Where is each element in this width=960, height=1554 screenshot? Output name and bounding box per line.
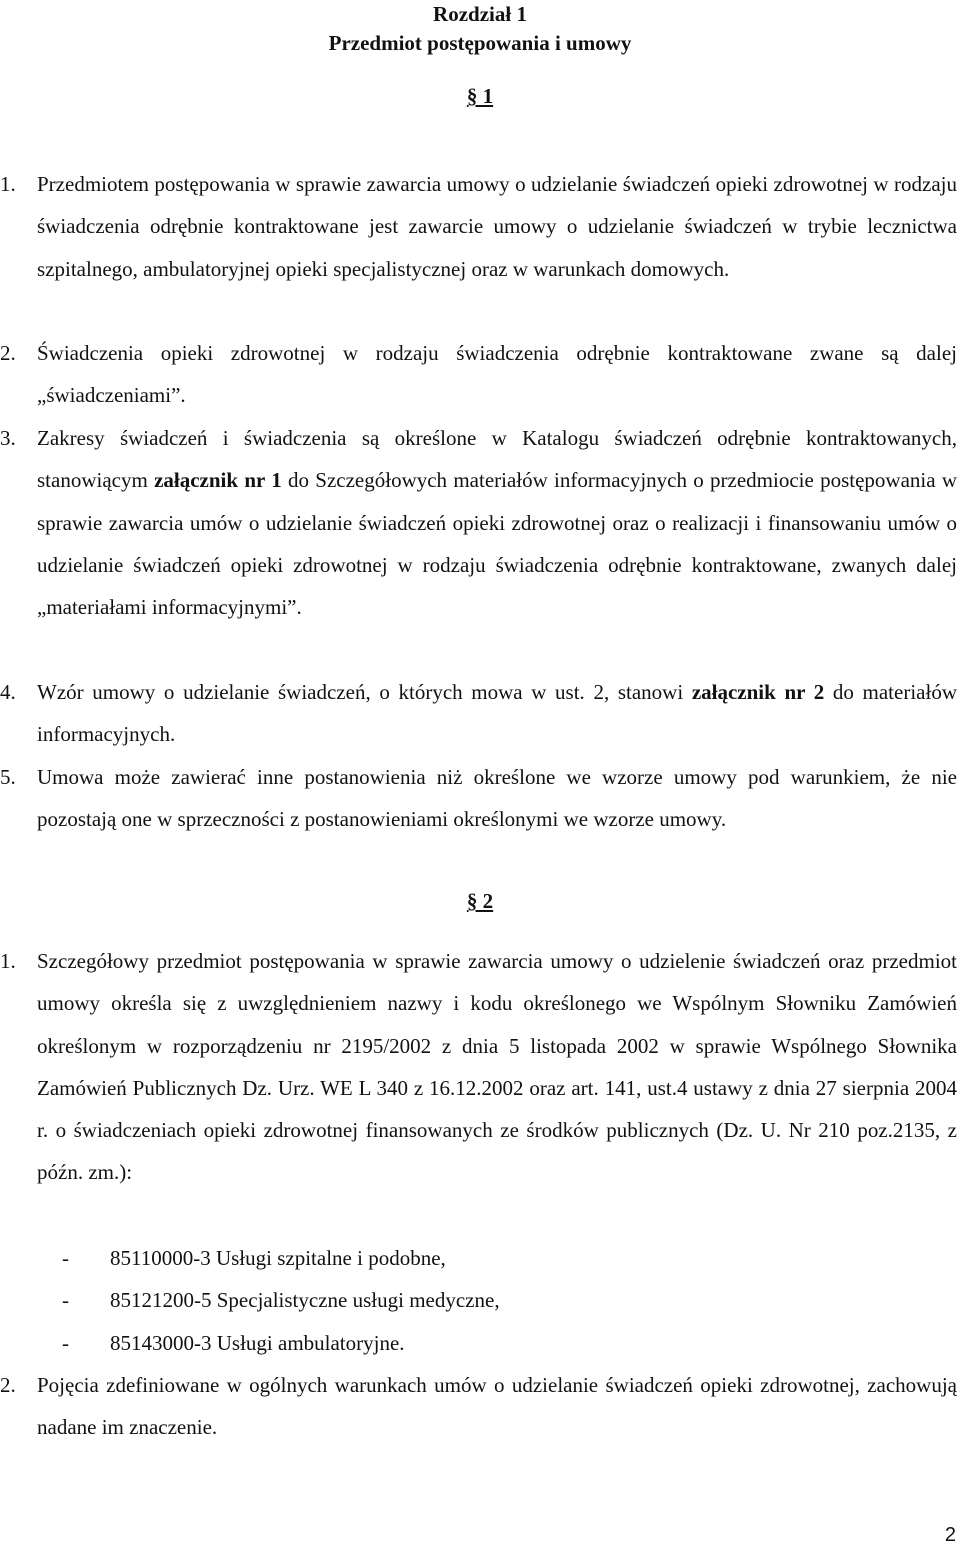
list-item [62,1279,500,1321]
paragraph-text: Umowa może zawierać inne postanowienia niż określone we wzorze umowy pod warunkiem, że nie pozostają one w sprzeczności z postanowieniami określonymi we wzorze umowy. [37,765,957,832]
paragraph-text: Pojęcia zdefiniowane w ogólnych warunkach umów o udzielanie świadczeń opieki zdrowotnej, zachowują nadane im znaczenie. [37,1373,957,1440]
chapter-heading [0,0,960,58]
list-item-text: 85121200-5 Specjalistyczne usługi medyczne, [110,1288,500,1313]
list-dash: - [62,1330,69,1355]
paragraph-text: Przedmiotem postępowania w sprawie zawarcia umowy o udzielanie świadczeń opieki zdrowotnej w rodzaju świadczenia odrębnie kontraktowane jest zawarcie umowy o udzielanie świadczeń w trybie lecznictwa szpitalnego, ambulatoryjnej opieki specjalistycznej oraz w warunkach domowych. [37,172,957,281]
list-item [62,1322,500,1364]
s1-paragraph-4 [0,671,957,756]
list-dash: - [62,1246,69,1270]
section-1-mark [0,84,960,109]
page-number: 2 [944,1524,956,1546]
paragraph-number: 1. [0,172,16,196]
paragraph-text: do materiałów informacyjnych. [37,680,957,747]
paragraph-number: 5. [0,765,16,789]
s1-paragraph-2 [0,332,957,417]
paragraph-number: 3. [0,426,16,450]
paragraph-text: Świadczenia opieki zdrowotnej w rodzaju świadczenia odrębnie kontraktowane zwane są dalej „świadczeniami”. [37,341,957,408]
section-2-mark-text: § 2 [466,889,494,913]
attachment-reference: załącznik nr 1 [154,468,282,493]
chapter-title: Rozdział 1 [433,2,527,26]
paragraph-number: 1. [0,949,16,973]
paragraph-text: do Szczegółowych materiałów informacyjnych o przedmiocie postępowania w sprawie zawarcia umów o udzielanie świadczeń opieki zdrowotnej oraz o realizacji i finansowaniu umów o udzielanie świadczeń opieki zdrowotnej w rodzaju świadczenia odrębnie kontraktowane, zwanych dalej „materiałami informacyjnymi”. [37,468,957,620]
s1-paragraph-3 [0,417,957,628]
s1-paragraph-1 [0,163,957,290]
s1-paragraph-5 [0,756,957,841]
list-item-text: 85143000-3 Usługi ambulatoryjne. [110,1330,405,1355]
list-item-text: 85110000-3 Usługi szpitalne i podobne, [110,1246,446,1270]
paragraph-number: 4. [0,680,16,704]
paragraph-text: Szczegółowy przedmiot postępowania w sprawie zawarcia umowy o udzielenie świadczeń oraz przedmiot umowy określa się z uwzględnieniem nazwy i kodu określonego we Wspólnym Słowniku Zamówień określonym w rozporządzeniu nr 2195/2002 z dnia 5 listopada 2002 w sprawie Wspólnego Słownika Zamówień Publicznych Dz. Urz. WE L 340 z 16.12.2002 oraz art. 141, ust.4 ustawy z dnia 27 sierpnia 2004 r. o świadczeniach opieki zdrowotnej finansowanych ze środków publicznych (Dz. U. Nr 210 poz.2135, z późn. zm.): [37,949,957,1185]
s2-paragraph-2 [0,1364,957,1449]
paragraph-number: 2. [0,1373,16,1397]
paragraph-number: 2. [0,341,16,365]
section-2-mark [0,889,960,914]
section-1-mark-text: § 1 [466,84,494,108]
list-item [62,1237,500,1279]
cpv-code-list [62,1237,500,1364]
s2-paragraph-1 [0,940,957,1194]
paragraph-text: Wzór umowy o udzielanie świadczeń, o których mowa w ust. 2, stanowi [37,680,692,704]
paragraph-text: Zakresy świadczeń i świadczenia są określone w Katalogu świadczeń odrębnie kontraktowanych, stanowiącym [37,426,957,493]
list-dash: - [62,1288,69,1313]
chapter-subtitle: Przedmiot postępowania i umowy [328,31,632,55]
attachment-reference: załącznik nr 2 [691,680,825,704]
